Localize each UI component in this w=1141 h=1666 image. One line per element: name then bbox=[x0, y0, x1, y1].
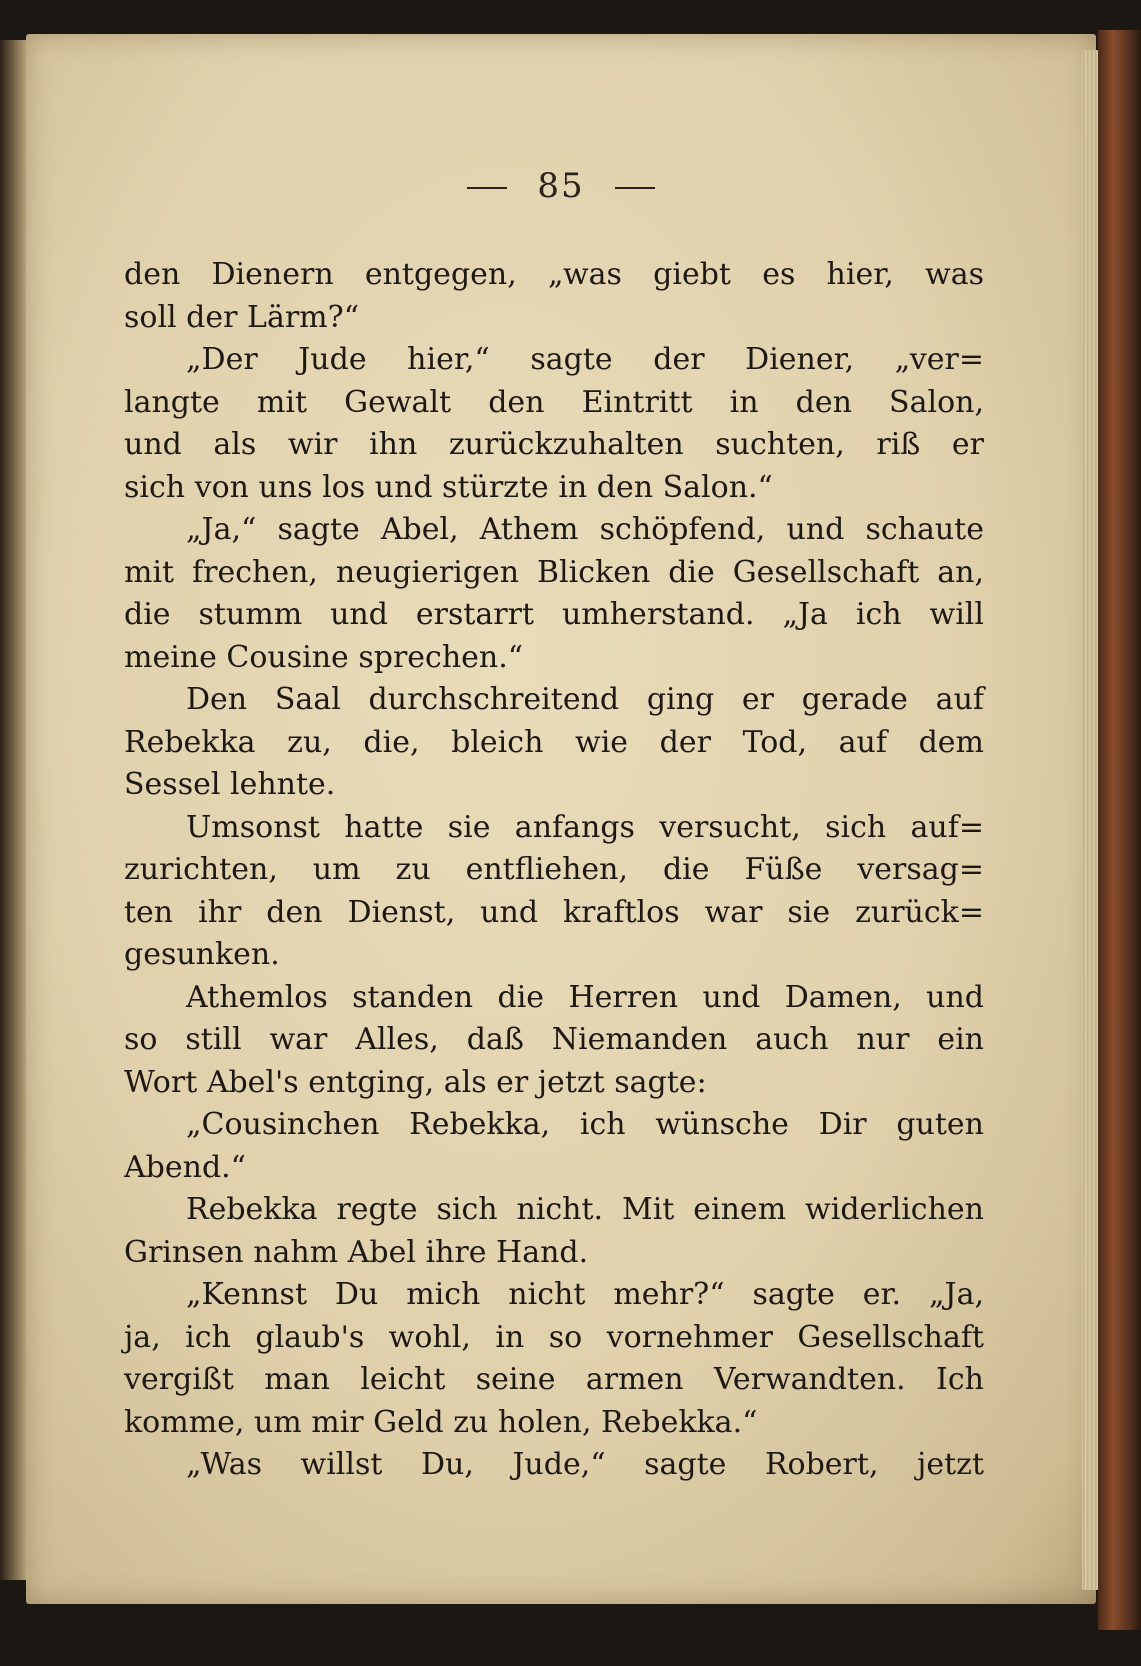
text-line: „Was willst Du, Jude,“ sagte Robert, jetzt bbox=[186, 1447, 984, 1482]
text-line: Rebekka regte sich nicht. Mit einem widerlichen bbox=[186, 1192, 984, 1227]
text-line: ten ihr den Dienst, und kraftlos war sie zurück= bbox=[124, 894, 984, 930]
text-line: „Cousinchen Rebekka, ich wünsche Dir guten bbox=[186, 1107, 984, 1142]
text-line: so still war Alles, daß Niemanden auch nur ein bbox=[124, 1022, 984, 1057]
book-spine bbox=[1098, 30, 1141, 1630]
text-line: zurichten, um zu entfliehen, die Füße versag= bbox=[124, 852, 984, 887]
text-line: den Dienern entgegen, „was giebt es hier, was bbox=[124, 257, 984, 292]
text-line: „Kennst Du mich nicht mehr?“ sagte er. „Ja, bbox=[186, 1277, 984, 1312]
text-line: Umsonst hatte sie anfangs versucht, sich auf= bbox=[186, 809, 984, 845]
text-line: Athemlos standen die Herren und Damen, und bbox=[186, 979, 984, 1015]
text-line: Den Saal durchschreitend ging er gerade auf bbox=[186, 682, 984, 717]
page-header bbox=[26, 166, 1096, 206]
text-line: ja, ich glaub's wohl, in so vornehmer Gesellschaft bbox=[124, 1319, 984, 1355]
text-line: „Ja,“ sagte Abel, Athem schöpfend, und schaute bbox=[186, 512, 984, 547]
text-line: gesunken. bbox=[124, 937, 280, 972]
page-block-edges bbox=[1082, 50, 1098, 1590]
text-line: die stumm und erstarrt umherstand. „Ja ich will bbox=[124, 597, 984, 632]
text-line: soll der Lärm?“ bbox=[124, 299, 360, 335]
page-number: 85 bbox=[537, 166, 585, 206]
text-line: komme, um mir Geld zu holen, Rebekka.“ bbox=[124, 1404, 758, 1440]
text-line: sich von uns los und stürzte in den Salon.“ bbox=[124, 469, 773, 505]
text-line: Rebekka zu, die, bleich wie der Tod, auf dem bbox=[124, 724, 984, 760]
text-line: Sessel lehnte. bbox=[124, 767, 336, 802]
text-line: Wort Abel's entging, als er jetzt sagte: bbox=[124, 1064, 707, 1100]
text-line: und als wir ihn zurückzuhalten suchten, riß er bbox=[124, 427, 984, 462]
text-line: Grinsen nahm Abel ihre Hand. bbox=[124, 1234, 589, 1270]
text-line: mit frechen, neugierigen Blicken die Gesellschaft an, bbox=[124, 554, 984, 590]
text-line: langte mit Gewalt den Eintritt in den Salon, bbox=[124, 384, 984, 420]
text-line: meine Cousine sprechen.“ bbox=[124, 639, 524, 675]
header-dash-right bbox=[615, 187, 655, 189]
text-line: vergißt man leicht seine armen Verwandten. Ich bbox=[124, 1362, 984, 1397]
book-page bbox=[26, 34, 1096, 1604]
header-dash-left bbox=[467, 187, 507, 189]
text-line: „Der Jude hier,“ sagte der Diener, „ver= bbox=[186, 342, 984, 377]
text-line: Abend.“ bbox=[124, 1149, 247, 1185]
page-text-body bbox=[124, 254, 984, 1487]
